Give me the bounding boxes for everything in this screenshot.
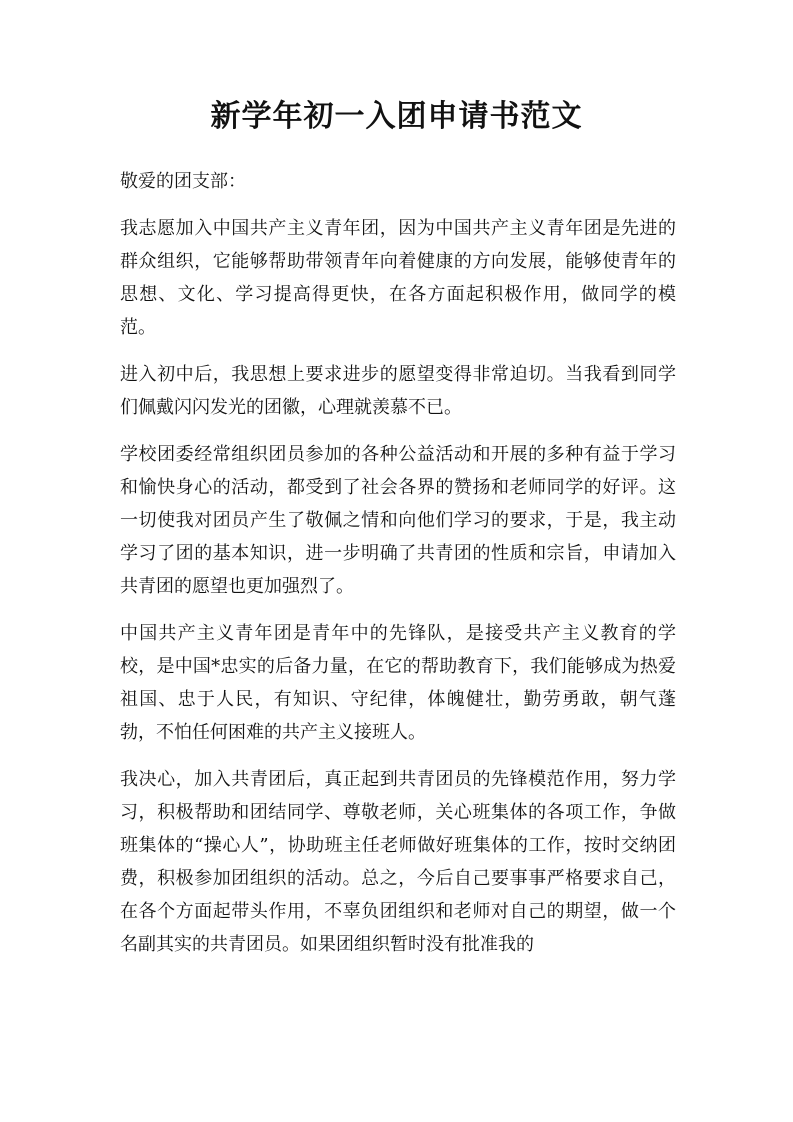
document-body bbox=[120, 165, 676, 975]
salutation: 敬爱的团支部： bbox=[120, 171, 246, 192]
paragraph-5: 我决心，加入共青团后，真正起到共青团员的先锋模范作用，努力学习，积极帮助和团结同学、尊敬老师，关心班集体的各项工作，争做班集体的“操心人”，协助班主任老师做好班集体的工作，按时交纳团费，积极参加团组织的活动。总之，今后自己要事事严格要求自己，在各个方面起带头作用，不辜负团组织和老师对自己的期望，做一个名副其实的共青团员。如果团组织暂时没有批准我的 bbox=[120, 769, 676, 955]
paragraph-4: 中国共产主义青年团是青年中的先锋队，是接受共产主义教育的学校，是中国*忠实的后备力量，在它的帮助教育下，我们能够成为热爱祖国、忠于人民，有知识、守纪律，体魄健壮，勤劳勇敢，朝气蓬勃，不怕任何困难的共产主义接班人。 bbox=[120, 623, 676, 743]
paragraph-2: 进入初中后，我思想上要求进步的愿望变得非常迫切。当我看到同学们佩戴闪闪发光的团徽，心理就羡慕不已。 bbox=[120, 364, 676, 418]
document-title: 新学年初一入团申请书范文 bbox=[210, 99, 583, 134]
paragraph-1: 我志愿加入中国共产主义青年团，因为中国共产主义青年团是先进的群众组织，它能够帮助带领青年向着健康的方向发展，能够使青年的思想、文化、学习提高得更快，在各方面起积极作用，做同学的模范。 bbox=[120, 218, 676, 338]
paragraph-3: 学校团委经常组织团员参加的各种公益活动和开展的多种有益于学习和愉快身心的活动，都受到了社会各界的赞扬和老师同学的好评。这一切使我对团员产生了敬佩之情和向他们学习的要求，于是，我主动学习了团的基本知识，进一步明确了共青团的性质和宗旨，申请加入共青团的愿望也更加强烈了。 bbox=[120, 444, 676, 597]
